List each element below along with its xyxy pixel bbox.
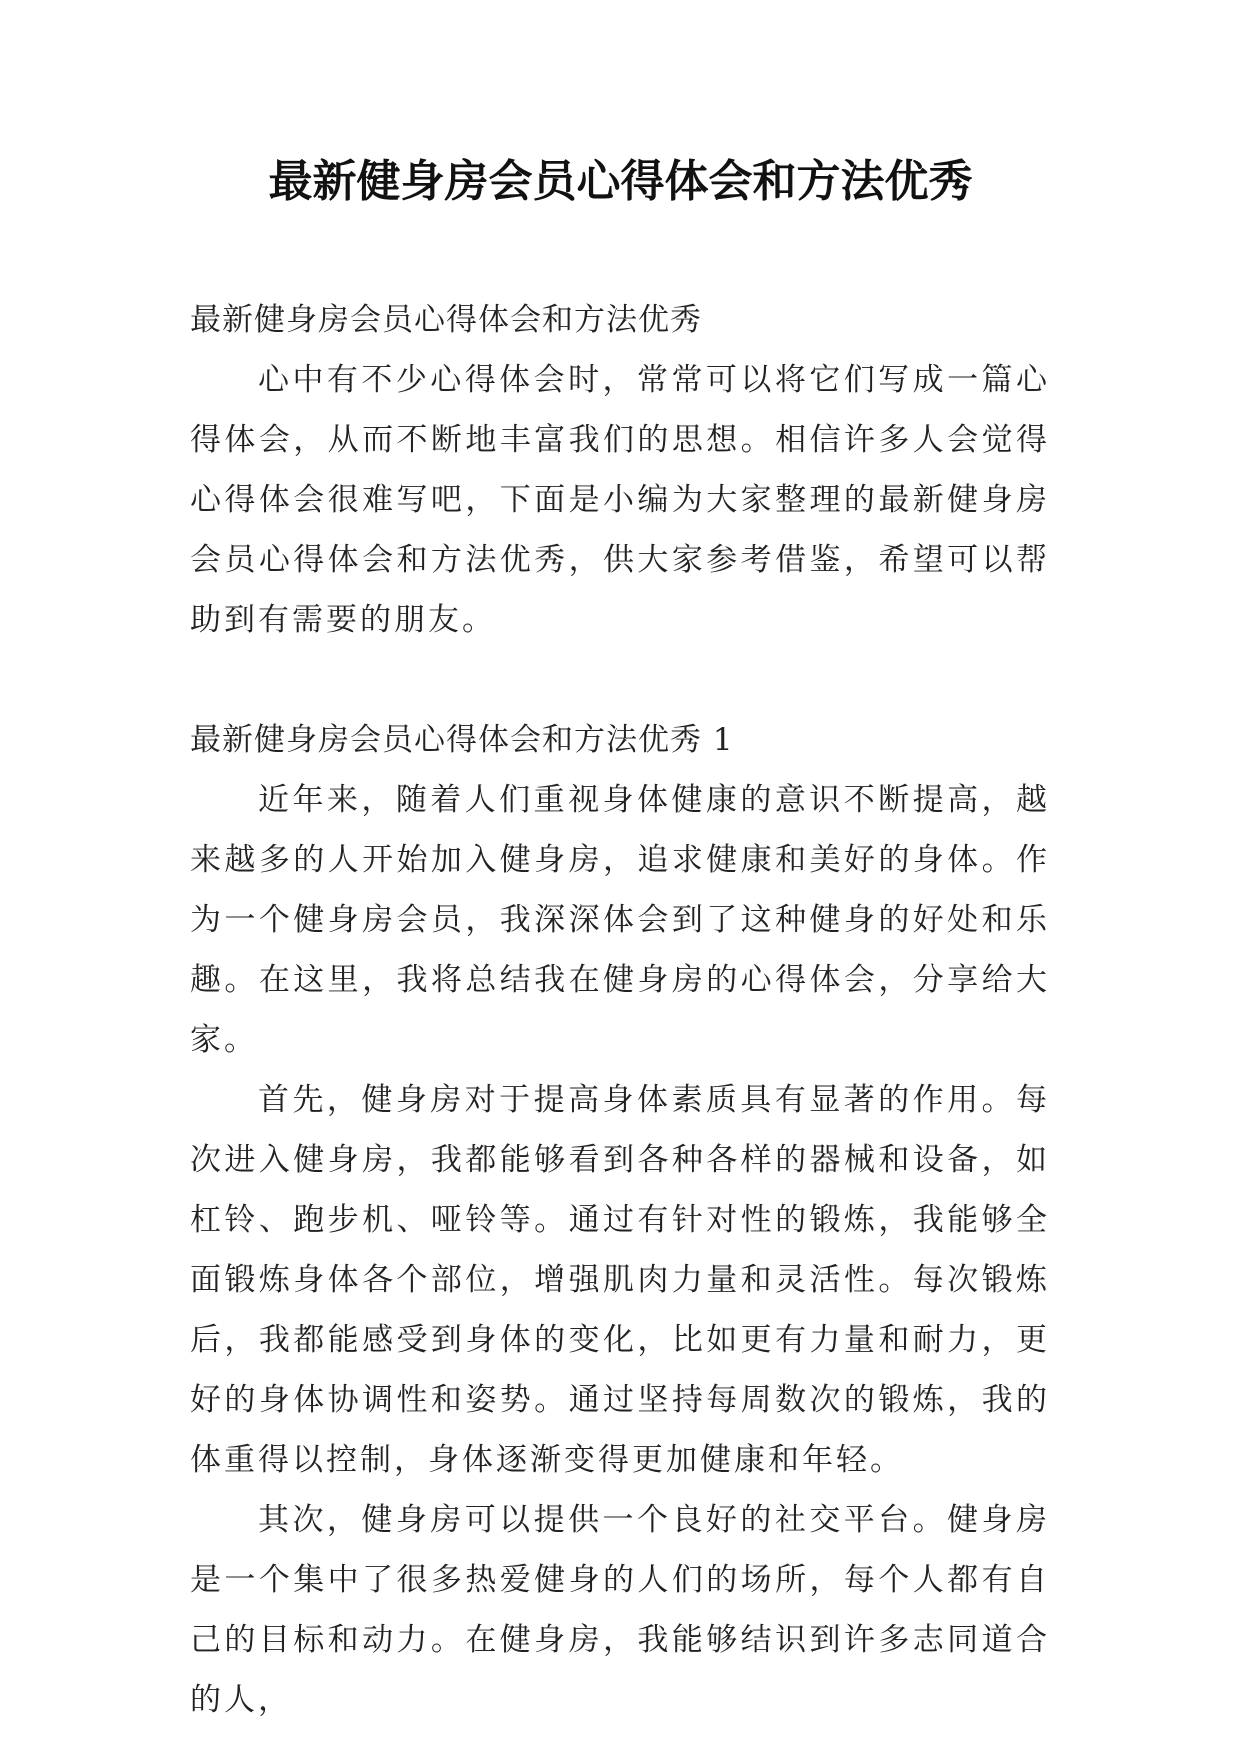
section-heading: 最新健身房会员心得体会和方法优秀 1 [190,722,734,758]
intro-paragraph: 心中有不少心得体会时，常常可以将它们写成一篇心得体会，从而不断地丰富我们的思想。相信许多人会觉得心得体会很难写吧，下面是小编为大家整理的最新健身房会员心得体会和方法优秀，供大家参考借鉴，希望可以帮助到有需要的朋友。 [190,362,1050,638]
document-title: 最新健身房会员心得体会和方法优秀 [268,156,973,207]
document-body [190,290,1050,1730]
subtitle: 最新健身房会员心得体会和方法优秀 [190,302,702,338]
body-paragraph: 首先，健身房对于提高身体素质具有显著的作用。每次进入健身房，我都能够看到各种各样的器械和设备，如杠铃、跑步机、哑铃等。通过有针对性的锻炼，我能够全面锻炼身体各个部位，增强肌肉力量和灵活性。每次锻炼后，我都能感受到身体的变化，比如更有力量和耐力，更好的身体协调性和姿势。通过坚持每周数次的锻炼，我的体重得以控制，身体逐渐变得更加健康和年轻。 [190,1082,1050,1478]
body-paragraph: 其次，健身房可以提供一个良好的社交平台。健身房是一个集中了很多热爱健身的人们的场所，每个人都有自己的目标和动力。在健身房，我能够结识到许多志同道合的人， [190,1502,1050,1718]
body-paragraph: 近年来，随着人们重视身体健康的意识不断提高，越来越多的人开始加入健身房，追求健康和美好的身体。作为一个健身房会员，我深深体会到了这种健身的好处和乐趣。在这里，我将总结我在健身房的心得体会，分享给大家。 [190,782,1050,1058]
